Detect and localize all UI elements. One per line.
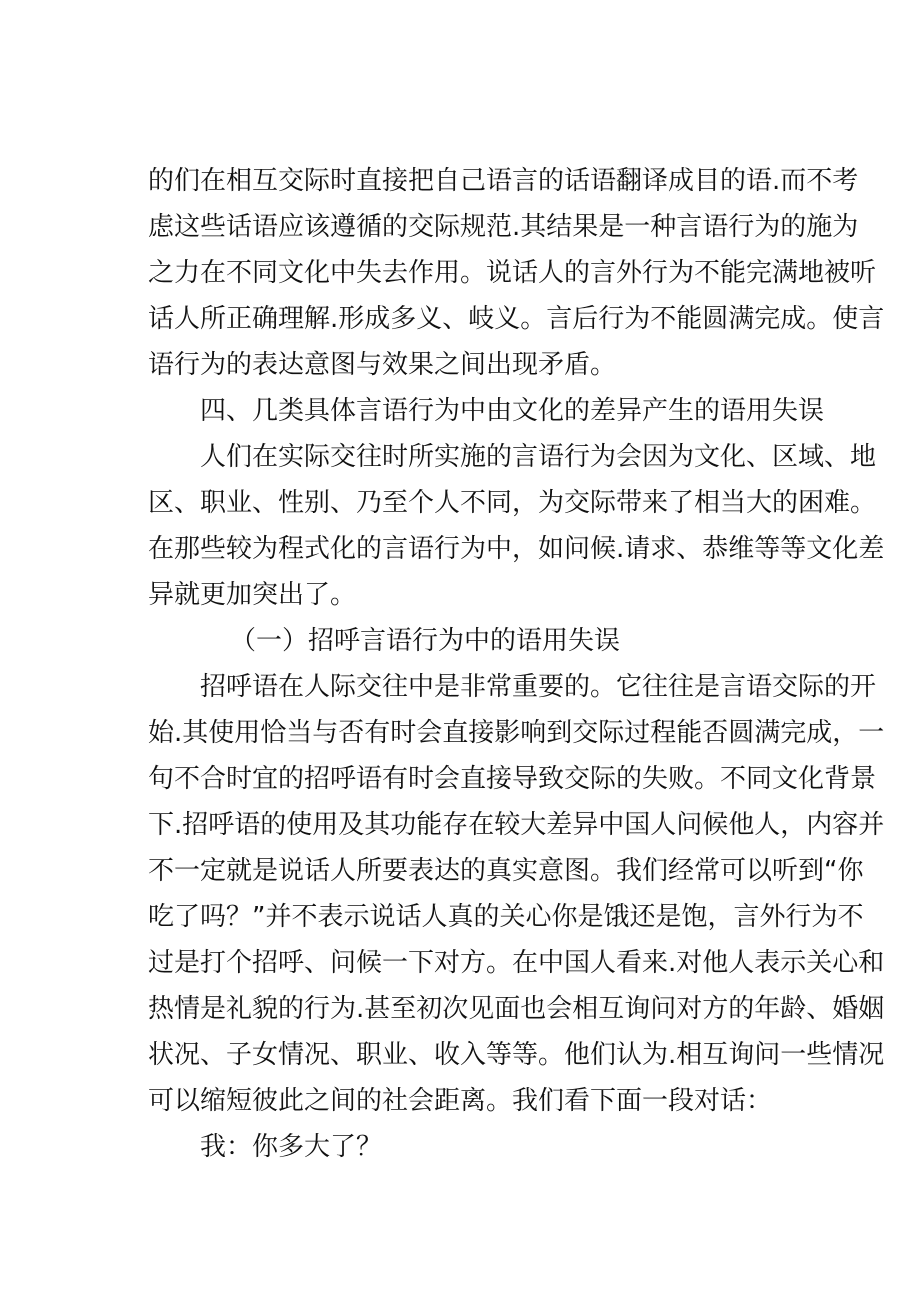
document-body xyxy=(148,158,885,1170)
text-line: 吃了吗？”并不表示说话人真的关心你是饿还是饱，言外行为不 xyxy=(148,902,864,932)
text-line: 下.招呼语的使用及其功能存在较大差异中国人问候他人，内容并 xyxy=(148,810,885,840)
text-line: 状况、子女情况、职业、收入等等。他们认为.相互询问一些情况 xyxy=(148,1040,885,1070)
text-line: 语行为的表达意图与效果之间出现矛盾。 xyxy=(148,350,617,380)
text-line: 我：你多大了？ xyxy=(200,1132,383,1162)
text-line: 热情是礼貌的行为.甚至初次见面也会相互询问对方的年龄、婚姻 xyxy=(148,994,885,1024)
text-line: 不一定就是说话人所要表达的真实意图。我们经常可以听到“你 xyxy=(148,856,864,886)
text-line: 四、几类具体言语行为中由文化的差异产生的语用失误 xyxy=(200,396,825,426)
text-line: 的们在相互交际时直接把自己语言的话语翻译成目的语.而不考 xyxy=(148,166,859,196)
text-line: 异就更加突出了。 xyxy=(148,580,357,610)
text-line: 话人所正确理解.形成多义、岐义。言后行为不能圆满完成。使言 xyxy=(148,304,885,334)
text-line: 过是打个招呼、问候一下对方。在中国人看来.对他人表示关心和 xyxy=(148,948,885,978)
text-line: 人们在实际交往时所实施的言语行为会因为文化、区域、地 xyxy=(200,442,877,472)
text-line: 始.其使用恰当与否有时会直接影响到交际过程能否圆满完成，一 xyxy=(148,718,885,748)
text-line: 区、职业、性别、乃至个人不同，为交际带来了相当大的困难。 xyxy=(148,488,877,518)
text-line: （一）招呼言语行为中的语用失误 xyxy=(230,626,621,656)
text-line: 虑这些话语应该遵循的交际规范.其结果是一种言语行为的施为 xyxy=(148,212,859,242)
text-line: 招呼语在人际交往中是非常重要的。它往往是言语交际的开 xyxy=(200,672,877,702)
text-line: 之力在不同文化中失去作用。说话人的言外行为不能完满地被听 xyxy=(148,258,877,288)
text-line: 在那些较为程式化的言语行为中，如问候.请求、恭维等等文化差 xyxy=(148,534,885,564)
text-line: 可以缩短彼此之间的社会距离。我们看下面一段对话： xyxy=(148,1086,773,1116)
text-line: 句不合时宜的招呼语有时会直接导致交际的失败。不同文化背景 xyxy=(148,764,877,794)
